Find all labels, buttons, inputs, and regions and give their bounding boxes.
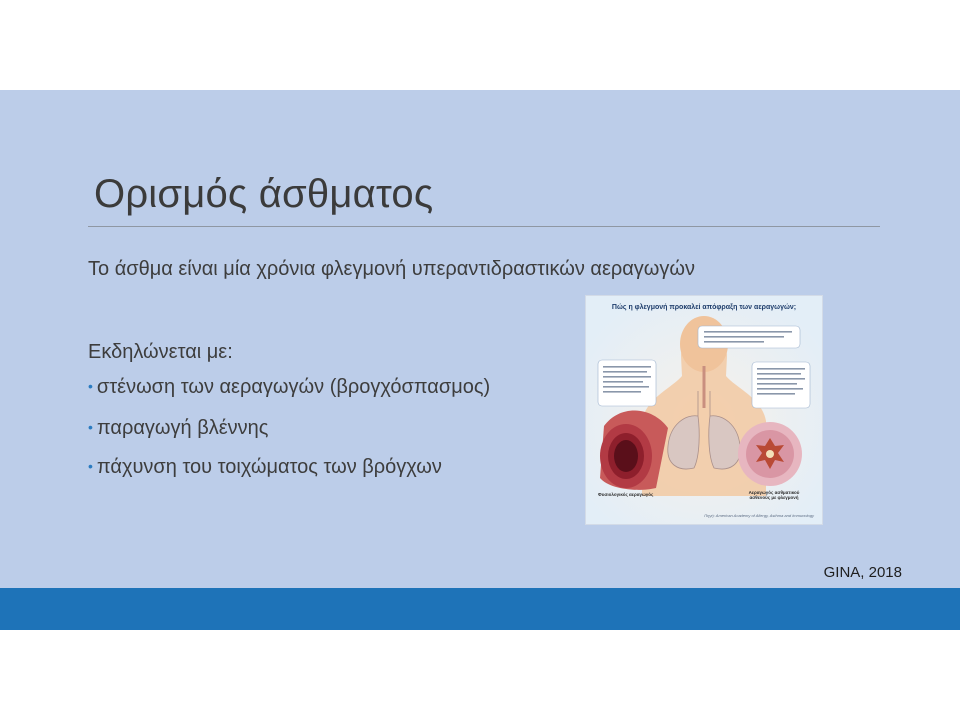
bullet-item: [88, 456, 442, 479]
figure-label-normal: Φυσιολογικός αεραγωγός: [598, 492, 654, 497]
slide-title: Ορισμός άσθματος: [94, 172, 434, 216]
figure-credit: Πηγή: American Academy of Allergy, Asthma and Immunology: [704, 513, 814, 518]
figure-title: Πώς η φλεγμονή προκαλεί απόφραξη των αεραγωγών;: [611, 304, 797, 311]
source-citation: GINA, 2018: [823, 564, 902, 581]
bullet-item: [88, 376, 490, 399]
bullet-text: στένωση των αεραγωγών (βρογχόσπασμος): [96, 376, 491, 398]
title-divider: [88, 226, 880, 227]
definition-text: Το άσθμα είναι μία χρόνια φλεγμονή υπεραντιδραστικών αεραγωγών: [88, 258, 696, 280]
bullet-icon: •: [88, 458, 93, 474]
bullet-text: παραγωγή βλέννης: [96, 417, 269, 439]
intro-text: Εκδηλώνεται με:: [88, 341, 233, 363]
bullet-icon: •: [88, 378, 93, 394]
airway-inflammation-figure: [586, 296, 822, 524]
slide: [0, 90, 960, 630]
bullet-text: πάχυνση του τοιχώματος των βρόγχων: [96, 456, 442, 478]
footer-band: [0, 588, 960, 630]
figure-label-asthma: Αεραγωγός ασθματικού ασθενούς με φλεγμονή: [748, 490, 800, 500]
bullet-item: [88, 417, 268, 440]
bullet-icon: •: [88, 419, 93, 435]
